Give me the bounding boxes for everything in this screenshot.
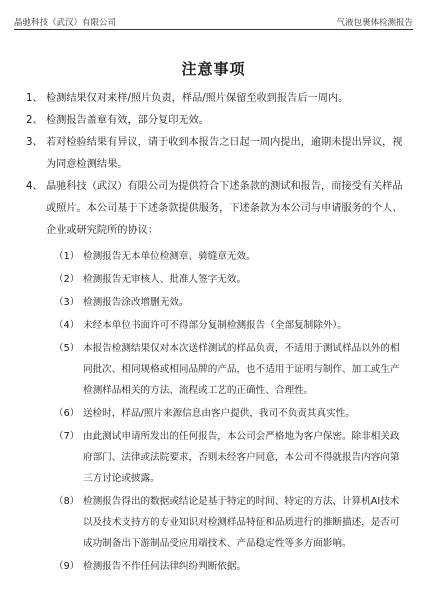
clause-number: （3） <box>54 297 80 308</box>
item-number: 3、 <box>26 137 43 148</box>
item-text: 若对检验结果有异议，请于收到本报告之日起一周内提出，逾期未提出异议，视为同意检测结果。 <box>46 137 403 170</box>
notice-item-1 <box>26 88 404 110</box>
item-text: 检测结果仅对来样/照片负责，样品/照片保留至收到报告后一周内。 <box>46 93 349 104</box>
notice-item-2 <box>26 110 404 132</box>
clause-number: （2） <box>54 274 80 285</box>
clause-4 <box>26 315 404 336</box>
item-number: 4、 <box>26 181 43 192</box>
header-company: 晶驰科技（武汉）有限公司 <box>14 18 117 28</box>
clause-2 <box>26 269 404 290</box>
clause-text: 送检时，样品/照片来源信息由客户提供，我司不负责其真实性。 <box>83 408 355 419</box>
clause-8 <box>26 491 404 554</box>
clause-number: （9） <box>54 561 80 572</box>
page-title: 注意事项 <box>181 60 246 78</box>
clause-7 <box>26 426 404 489</box>
notice-item-4 <box>26 176 404 242</box>
item-text: 晶驰科技（武汉）有限公司为提供符合下述条款的测试和报告，而接受有关样品或照片。本公司基于下述条款提供服务，下述条款为本公司与申请服务的个人、企业或研究院所的协议： <box>46 181 403 236</box>
clause-number: （7） <box>54 431 80 442</box>
item-text: 检测报告盖章有效，部分复印无效。 <box>46 115 209 126</box>
clause-text: 检测报告无审核人、批准人签字无效。 <box>83 274 247 285</box>
clause-1 <box>26 246 404 267</box>
page-header <box>14 9 413 30</box>
clause-number: （5） <box>54 343 80 354</box>
clause-text: 检测报告无本单位检测章、骑缝章无效。 <box>83 251 256 262</box>
header-report-type: 气液包裹体检测报告 <box>336 18 413 28</box>
clause-number: （1） <box>54 251 80 262</box>
clause-text: 检测报告得出的数据或结论是基于特定的时间、特定的方法、计算机AI技术以及技术支持方的专业知识对检测样品特征和品质进行的推断描述，是否可成功制备出下游制品受应用端技术、产品稳定性等多方面影响。 <box>83 496 400 549</box>
clause-number: （8） <box>54 496 80 507</box>
clause-text: 本报告检测结果仅对本次送样测试的样品负责，不适用于测试样品以外的相同批次、相同规格或相同品牌的产品，也不适用于证明与制作、加工或生产检测样品相关的方法、流程或工艺的正确性、合理性。 <box>83 343 400 396</box>
clause-text: 由此测试申请所发出的任何报告，本公司会严格地为客户保密。除非相关政府部门、法律或法院要求，否则未经客户同意，本公司不得就报告内容向第三方讨论或披露。 <box>83 431 400 484</box>
clause-number: （6） <box>54 408 80 419</box>
clause-text: 未经本单位书面许可不得部分复制检测报告（全部复制除外）。 <box>83 320 347 331</box>
notice-body <box>26 88 404 579</box>
clause-3 <box>26 292 404 313</box>
clause-5 <box>26 338 404 401</box>
notice-item-3 <box>26 132 404 176</box>
clause-number: （4） <box>54 320 80 331</box>
item-number: 2、 <box>26 115 43 126</box>
clause-9 <box>26 556 404 577</box>
clause-text: 检测报告涂改增删无效。 <box>83 297 189 308</box>
clause-text: 检测报告不作任何法律纠纷判断依据。 <box>83 561 247 572</box>
clause-6 <box>26 403 404 424</box>
item-number: 1、 <box>26 93 43 104</box>
